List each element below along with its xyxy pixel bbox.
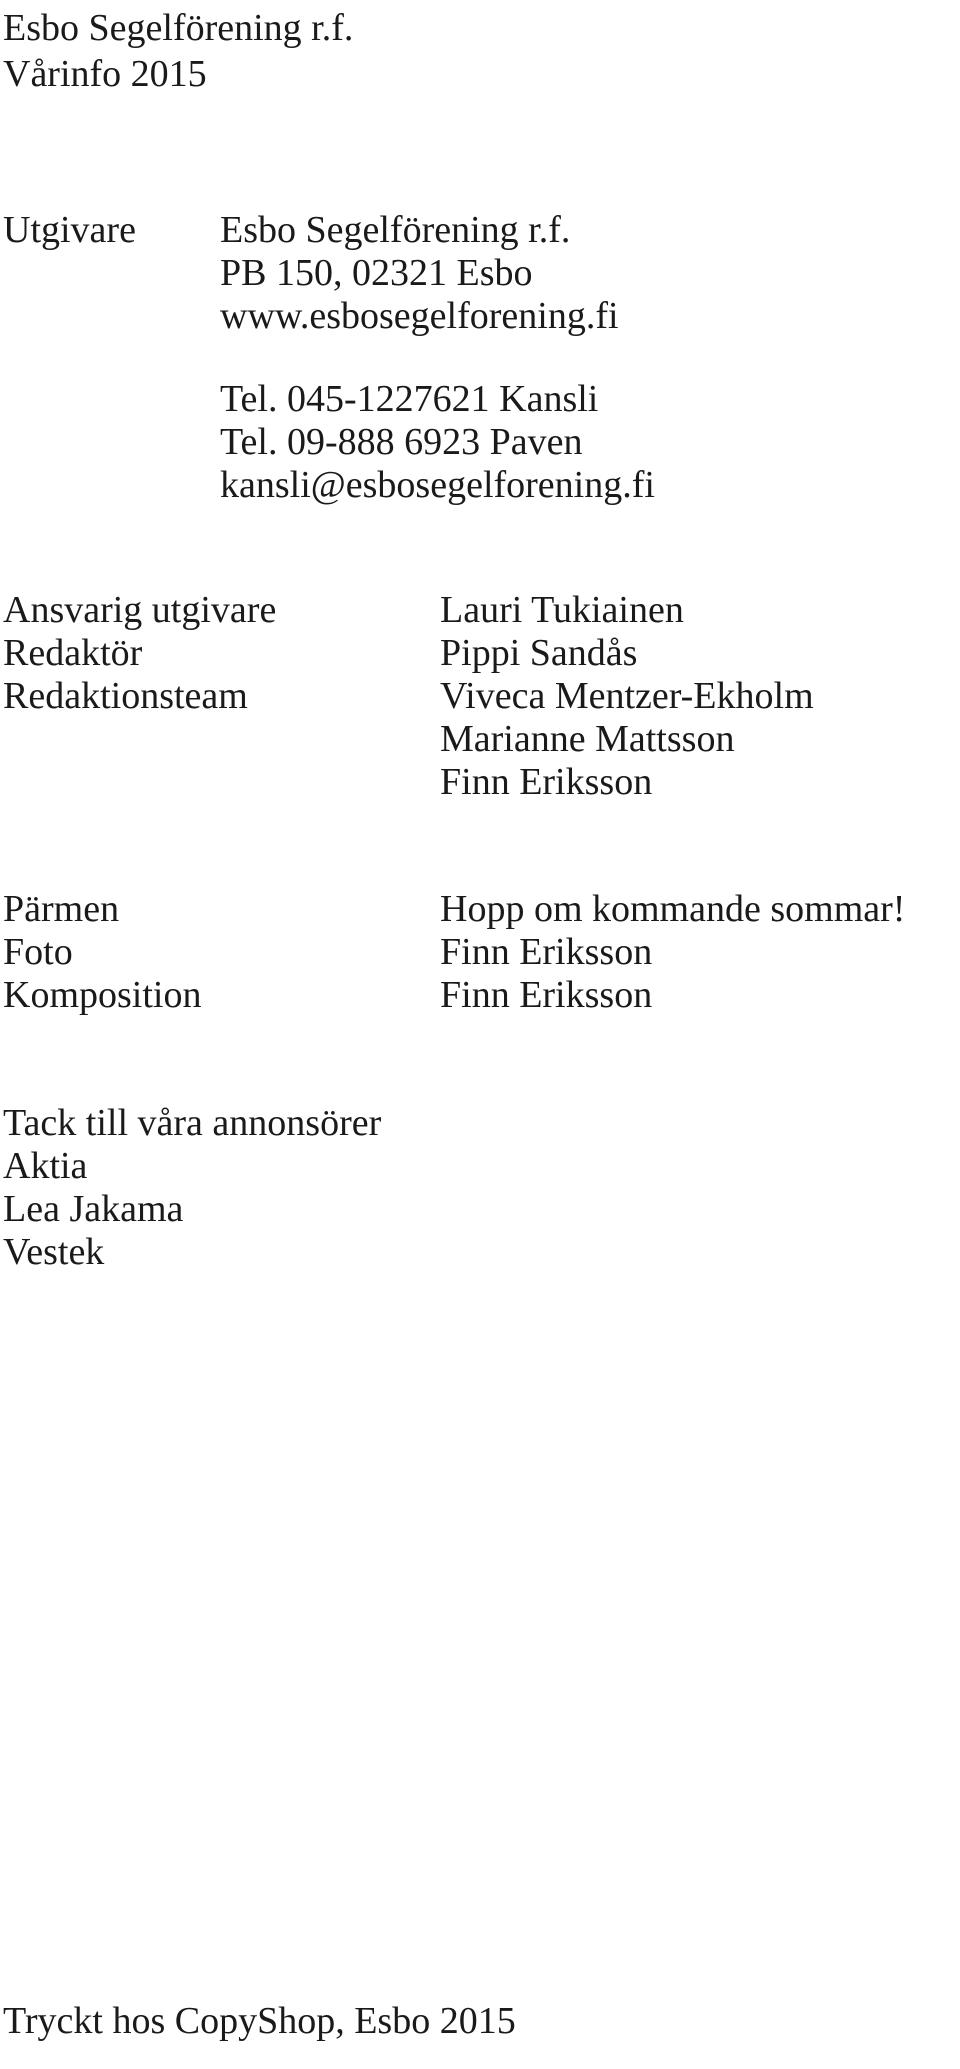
publisher-email: kansli@esbosegelforening.fi	[220, 464, 655, 506]
publisher-phone-office: Tel. 045-1227621 Kansli	[220, 378, 599, 420]
value-cover: Hopp om kommande sommar!	[440, 888, 906, 930]
label-composition: Komposition	[3, 974, 202, 1016]
label-responsible-publisher: Ansvarig utgivare	[3, 589, 277, 631]
publisher-phone-paven: Tel. 09-888 6923 Paven	[220, 421, 583, 463]
printer-note: Tryckt hos CopyShop, Esbo 2015	[3, 2000, 516, 2042]
value-responsible-publisher: Lauri Tukiainen	[440, 589, 684, 631]
org-name-heading: Esbo Segelförening r.f.	[3, 7, 354, 49]
value-photo: Finn Eriksson	[440, 931, 653, 973]
advertiser-item: Vestek	[3, 1231, 105, 1273]
label-editor: Redaktör	[3, 632, 143, 674]
label-cover: Pärmen	[3, 888, 120, 930]
label-photo: Foto	[3, 931, 73, 973]
publisher-website: www.esbosegelforening.fi	[220, 295, 619, 337]
value-team-member: Finn Eriksson	[440, 761, 653, 803]
value-editor: Pippi Sandås	[440, 632, 638, 674]
publisher-label: Utgivare	[3, 209, 136, 251]
publisher-address: PB 150, 02321 Esbo	[220, 252, 533, 294]
advertiser-item: Aktia	[3, 1145, 88, 1187]
label-editorial-team: Redaktionsteam	[3, 675, 248, 717]
advertisers-heading: Tack till våra annonsörer	[3, 1102, 382, 1144]
value-team-member: Viveca Mentzer-Ekholm	[440, 675, 814, 717]
publisher-name: Esbo Segelförening r.f.	[220, 209, 571, 251]
value-team-member: Marianne Mattsson	[440, 718, 735, 760]
issue-title: Vårinfo 2015	[3, 53, 207, 95]
advertiser-item: Lea Jakama	[3, 1188, 184, 1230]
value-composition: Finn Eriksson	[440, 974, 653, 1016]
